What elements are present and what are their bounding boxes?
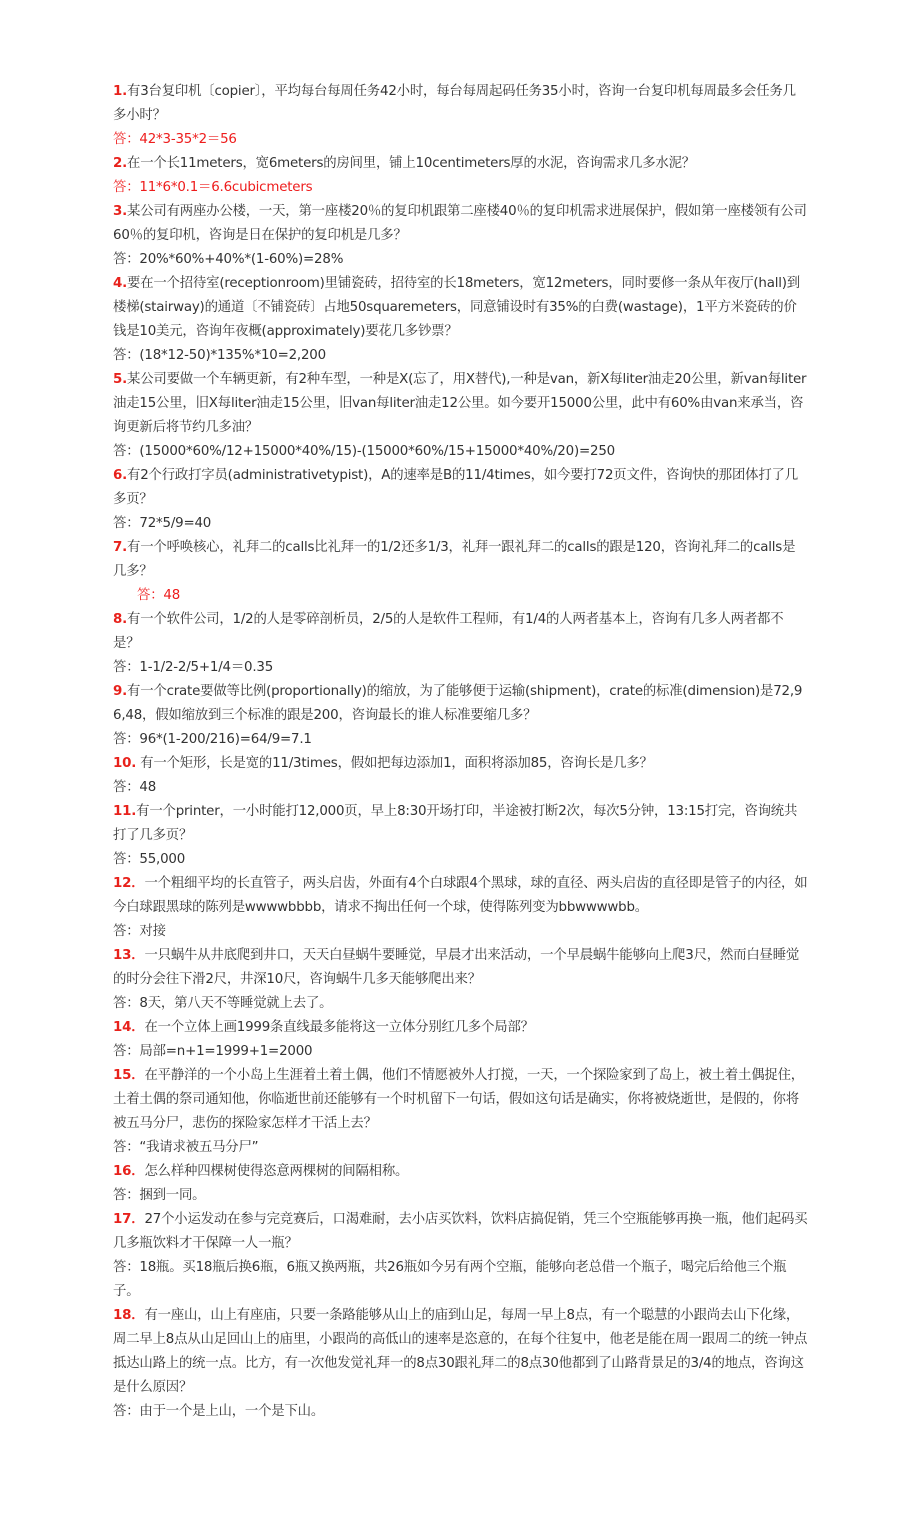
question-10 [113, 752, 808, 776]
answer-4: 答：(18*12-50)*135%*10=2,200 [113, 348, 326, 363]
question-text: 在平静洋的一个小岛上生涯着土着土偶，他们不情愿被外人打搅，一天，一个探险家到了岛上，被土着土偶捉住，土着土偶的祭司通知他，你临逝世前还能够有一个时机留下一句话，假如这句话是确实，你将被烧逝世，是假的，你将被五马分尸，悲伤的探险家怎样才干活上去？ [113, 1068, 804, 1131]
question-number: 16． [113, 1164, 145, 1179]
answer-12: 答：对接 [113, 924, 166, 939]
question-number: 12． [113, 876, 145, 891]
question-text: 有一个crate要做等比例(proportionally)的缩放，为了能够便于运输(shipment)，crate的标准(dimension)是72,96,48，假如缩放到三个标准的跟是200，咨询最长的谁人标准要缩几多？ [113, 684, 803, 723]
question-8 [113, 608, 808, 656]
question-text: 有一个矩形，长是宽的11/3times，假如把每边添加1，面积将添加85，咨询长是几多？ [136, 756, 653, 771]
answer-14: 答：局部=n+1=1999+1=2000 [113, 1044, 313, 1059]
question-text: 27个小运发动在参与完竞赛后，口渴难耐，去小店买饮料，饮料店搞促销，凭三个空瓶能够再换一瓶，他们起码买几多瓶饮料才干保障一人一瓶？ [113, 1212, 808, 1251]
question-number: 18． [113, 1308, 145, 1323]
question-text: 在一个长11meters，宽6meters的房间里，铺上10centimeters厚的水泥，咨询需求几多水泥？ [127, 156, 695, 171]
answer-1: 答：42*3-35*2＝56 [113, 132, 237, 147]
answer-15: 答：“我请求被五马分尸” [113, 1140, 259, 1155]
question-7 [113, 536, 808, 584]
question-number: 15． [113, 1068, 145, 1083]
question-4 [113, 272, 808, 344]
question-12 [113, 872, 808, 920]
question-6 [113, 464, 808, 512]
question-5 [113, 368, 808, 440]
question-number: 8. [113, 612, 128, 627]
question-number: 4. [113, 276, 128, 291]
question-number: 11. [113, 804, 137, 819]
question-number: 5. [113, 372, 128, 387]
question-text: 一个粗细平均的长直管子，两头启齿，外面有4个白球跟4个黑球，球的直径、两头启齿的直径即是管子的内径，如今白球跟黑球的陈列是wwwwbbbb，请求不掏出任何一个球，使得陈列变为bbwwwwbb。 [113, 876, 808, 915]
question-18 [113, 1304, 808, 1400]
question-number: 10. [113, 756, 137, 771]
question-3 [113, 200, 808, 248]
answer-7: 答：48 [137, 588, 181, 603]
question-number: 1. [113, 84, 128, 99]
question-number: 9. [113, 684, 128, 699]
question-text: 某公司要做一个车辆更新，有2种车型，一种是X(忘了，用X替代),一种是van，新X每liter油走20公里，新van每liter油走15公里，旧X每liter油走15公里，旧van每liter油走12公里。如今要开15000公里，此中有60%由van来承当，咨询更新后将节约几多油？ [113, 372, 807, 435]
question-1 [113, 80, 808, 128]
question-17 [113, 1208, 808, 1256]
answer-17: 答：18瓶。买18瓶后换6瓶，6瓶又换两瓶，共26瓶如今另有两个空瓶，能够向老总借一个瓶子，喝完后给他三个瓶子。 [113, 1260, 787, 1299]
answer-10: 答：48 [113, 780, 157, 795]
question-text: 某公司有两座办公楼，一天，第一座楼20％的复印机跟第二座楼40％的复印机需求进展保护，假如第一座楼领有公司60％的复印机，咨询是日在保护的复印机是几多？ [113, 204, 807, 243]
question-text: 一只蜗牛从井底爬到井口，天天白昼蜗牛要睡觉，早晨才出来活动，一个早晨蜗牛能够向上爬3尺，然而白昼睡觉的时分会往下滑2尺，井深10尺，咨询蜗牛几多天能够爬出来？ [113, 948, 800, 987]
answer-11: 答：55,000 [113, 852, 186, 867]
question-text: 有一个呼唤核心，礼拜二的calls比礼拜一的1/2还多1/3，礼拜一跟礼拜二的calls的跟是120，咨询礼拜二的calls是几多？ [113, 540, 796, 579]
answer-3: 答：20%*60%+40%*(1-60%)=28% [113, 252, 344, 267]
question-14 [113, 1016, 808, 1040]
answer-6: 答：72*5/9=40 [113, 516, 212, 531]
answer-9: 答：96*(1-200/216)=64/9=7.1 [113, 732, 312, 747]
question-text: 在一个立体上画1999条直线最多能将这一立体分别红几多个局部？ [144, 1020, 534, 1035]
answer-18: 答：由于一个是上山，一个是下山。 [113, 1404, 325, 1419]
question-text: 怎么样种四棵树使得恣意两棵树的间隔相称。 [144, 1164, 409, 1179]
question-text: 有2个行政打字员(administrativetypist)，A的速率是B的11/4times，如今要打72页文件，咨询快的那团体打了几多页？ [113, 468, 798, 507]
question-number: 2. [113, 156, 128, 171]
answer-13: 答：8天，第八天不等睡觉就上去了。 [113, 996, 333, 1011]
question-number: 6. [113, 468, 128, 483]
question-text: 有一个printer，一小时能打12,000页，早上8:30开场打印，半途被打断2次，每次5分钟，13:15打完，咨询统共打了几多页？ [113, 804, 798, 843]
question-13 [113, 944, 808, 992]
answer-16: 答：捆到一同。 [113, 1188, 206, 1203]
question-15 [113, 1064, 808, 1136]
question-text: 有一座山，山上有座庙，只要一条路能够从山上的庙到山足，每周一早上8点，有一个聪慧的小跟尚去山下化缘，周二早上8点从山足回山上的庙里，小跟尚的高低山的速率是恣意的，在每个往复中，他老是能在周一跟周二的统一钟点抵达山路上的统一点。比方，有一次他发觉礼拜一的8点30跟礼拜二的8点30他都到了山路背景足的3/4的地点，咨询这是什么原因？ [113, 1308, 808, 1395]
answer-2: 答：11*6*0.1＝6.6cubicmeters [113, 180, 313, 195]
question-9 [113, 680, 808, 728]
question-number: 7. [113, 540, 128, 555]
question-number: 13． [113, 948, 145, 963]
question-number: 3. [113, 204, 128, 219]
question-number: 14． [113, 1020, 145, 1035]
question-11 [113, 800, 808, 848]
question-2 [113, 152, 808, 176]
answer-8: 答：1-1/2-2/5+1/4＝0.35 [113, 660, 274, 675]
answer-5: 答：(15000*60%/12+15000*40%/15)-(15000*60%/15+15000*40%/20)=250 [113, 444, 615, 459]
document-page [113, 80, 808, 1424]
question-text: 有一个软件公司，1/2的人是零碎剖析员，2/5的人是软件工程师，有1/4的人两者基本上，咨询有几多人两者都不是？ [113, 612, 784, 651]
question-16 [113, 1160, 808, 1184]
question-number: 17． [113, 1212, 145, 1227]
question-text: 有3台复印机〔copier〕，平均每台每周任务42小时，每台每周起码任务35小时，咨询一台复印机每周最多会任务几多小时？ [113, 84, 796, 123]
question-text: 要在一个招待室(receptionroom)里铺瓷砖，招待室的长18meters，宽12meters，同时要修一条从年夜厅(hall)到楼梯(stairway)的通道〔不铺瓷砖〕占地50squaremeters，同意铺设时有35%的白费(wastage)，1平方米瓷砖的价钱是10美元，咨询年夜概(approximately)要花几多钞票？ [113, 276, 800, 339]
